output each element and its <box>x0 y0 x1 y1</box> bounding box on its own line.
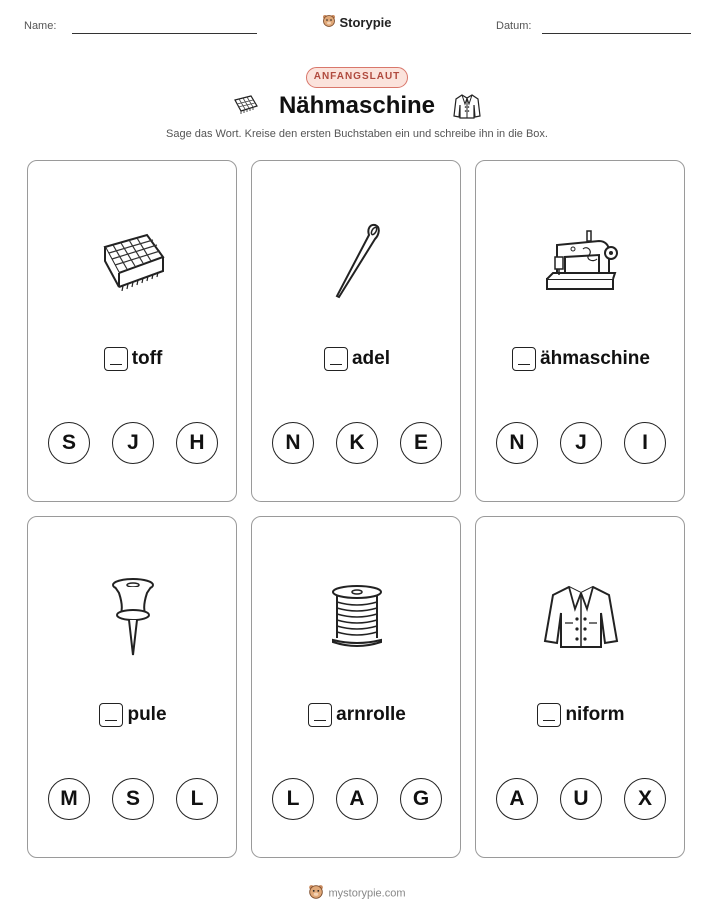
letter-option[interactable]: S <box>48 422 90 464</box>
thread-spool-icon <box>327 584 387 655</box>
letter-option[interactable]: J <box>112 422 154 464</box>
answer-box[interactable] <box>537 703 561 727</box>
letter-option[interactable]: G <box>400 778 442 820</box>
letter-option[interactable]: L <box>272 778 314 820</box>
footer-url[interactable]: mystorypie.com <box>328 887 406 900</box>
answer-box[interactable] <box>104 347 128 371</box>
letter-option[interactable]: J <box>560 422 602 464</box>
word-rest: arnrolle <box>336 704 406 725</box>
letter-option[interactable]: M <box>48 778 90 820</box>
instructions: Sage das Wort. Kreise den ersten Buchstaben ein und schreibe ihn in die Box. <box>166 128 548 140</box>
jacket-icon <box>541 583 621 656</box>
letter-option[interactable]: X <box>624 778 666 820</box>
answer-box[interactable] <box>512 347 536 371</box>
bear-logo-icon <box>322 14 336 31</box>
letter-option[interactable]: A <box>496 778 538 820</box>
category-badge: ANFANGSLAUT <box>306 67 408 88</box>
letter-option[interactable]: A <box>336 778 378 820</box>
footer <box>0 884 714 903</box>
bear-logo-icon <box>308 884 324 903</box>
pin-icon <box>105 575 161 664</box>
answer-box[interactable] <box>99 703 123 727</box>
letter-option[interactable]: U <box>560 778 602 820</box>
card-5 <box>251 516 461 858</box>
letter-option[interactable]: N <box>496 422 538 464</box>
date-line[interactable] <box>542 33 691 34</box>
card-6 <box>475 516 685 858</box>
name-label: Name: <box>24 20 57 32</box>
page-title: Nähmaschine <box>278 92 436 119</box>
brand-logo <box>0 14 714 31</box>
letter-option[interactable]: I <box>624 422 666 464</box>
word-rest: toff <box>131 348 163 369</box>
card-2 <box>251 160 461 502</box>
needle-icon <box>327 221 387 306</box>
fabric-icon <box>97 231 169 296</box>
sewing-machine-icon <box>543 223 619 304</box>
letter-option[interactable]: S <box>112 778 154 820</box>
jacket-icon <box>452 92 482 125</box>
word-rest: adel <box>351 348 391 369</box>
answer-box[interactable] <box>308 703 332 727</box>
date-label: Datum: <box>496 20 532 32</box>
word-rest: ähmaschine <box>540 348 650 369</box>
letter-option[interactable]: H <box>176 422 218 464</box>
letter-option[interactable]: K <box>336 422 378 464</box>
card-1 <box>27 160 237 502</box>
card-4 <box>27 516 237 858</box>
answer-box[interactable] <box>324 347 348 371</box>
brand-name: Storypie <box>339 15 392 31</box>
word-rest: niform <box>565 704 625 725</box>
name-line[interactable] <box>72 33 257 34</box>
letter-option[interactable]: E <box>400 422 442 464</box>
letter-option[interactable]: L <box>176 778 218 820</box>
letter-option[interactable]: N <box>272 422 314 464</box>
word-rest: pule <box>127 704 167 725</box>
card-3 <box>475 160 685 502</box>
